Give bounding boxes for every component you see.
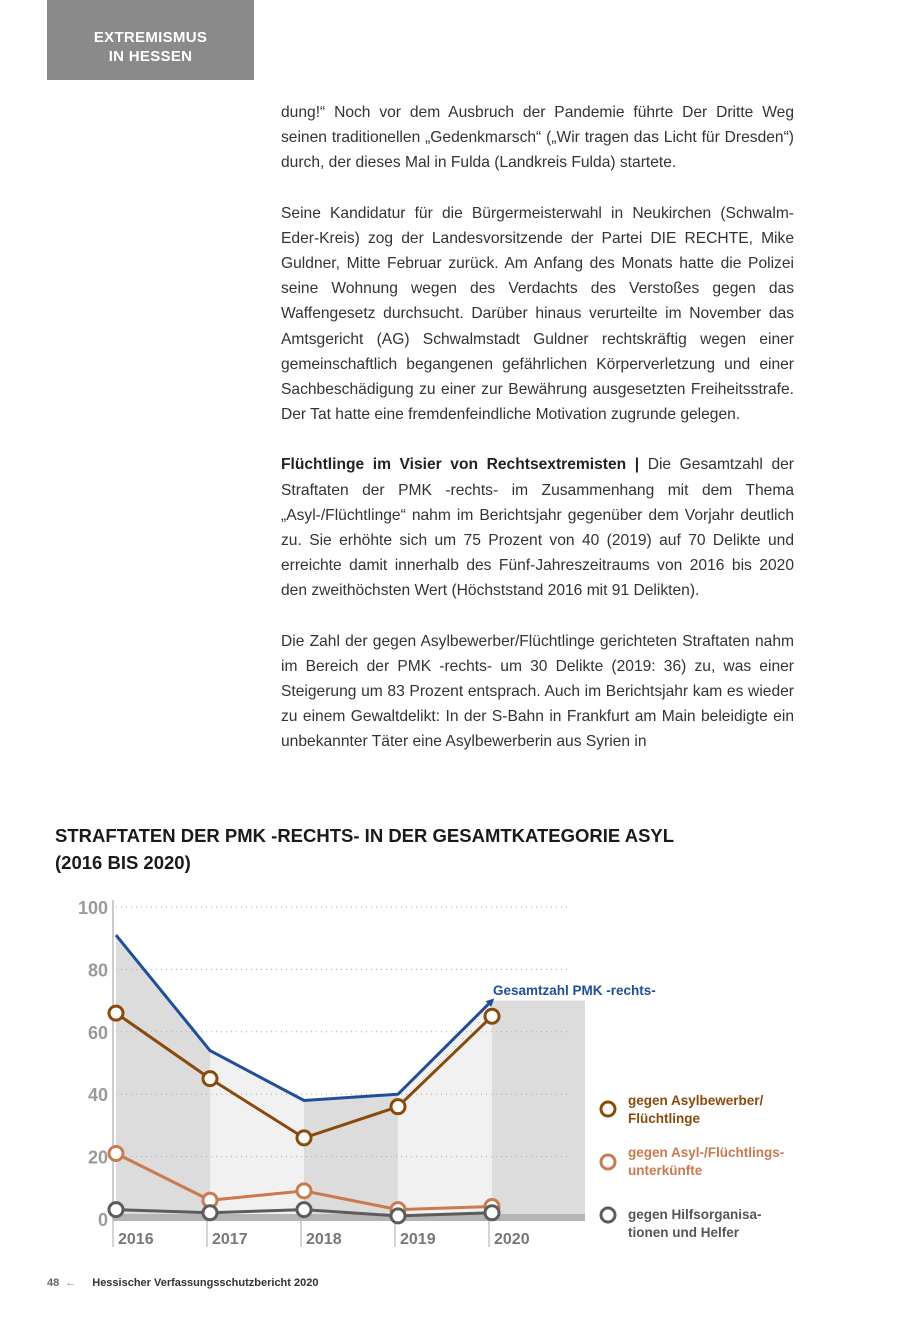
legend-item-hilfsorganisationen [601, 1207, 762, 1240]
x-tick-label: 2017 [212, 1231, 248, 1248]
paragraph-3 [281, 452, 794, 603]
section-tab [47, 0, 254, 80]
legend-label-unterkuenfte-1: gegen Asyl-/Flüchtlings- [628, 1145, 785, 1160]
paragraph-4: Die Zahl der gegen Asylbewerber/Flüchtlinge gerichteten Straftaten nahm im Bereich der PMK -rechts- um 30 Delikte (2019: 36) zu, was einer Steigerung um 83 Prozent entsprach. Auch im Berichtsjahr kam es wieder zu einem Gewaltdelikt: In der S-Bahn in Frankfurt am Main beleidigte ein unbekannter Täter eine Asylbewerberin aus Syrien in [281, 632, 794, 751]
band-2020 [492, 1001, 585, 1219]
y-tick-label: 80 [87, 960, 108, 981]
y-tick-label: 0 [97, 1210, 108, 1230]
legend-item-unterkuenfte [601, 1145, 784, 1178]
data-point [297, 1131, 311, 1145]
y-tick-label: 40 [87, 1085, 108, 1106]
data-point [203, 1072, 217, 1086]
data-point [297, 1184, 311, 1198]
page-number: 48 [47, 1277, 60, 1289]
chart-title [55, 822, 755, 876]
paragraph-2: Seine Kandidatur für die Bürgermeisterwahl in Neukirchen (Schwalm-Eder-Kreis) zog der Landesvorsitzende der Partei DIE RECHTE, Mike Guldner, Mitte Februar zurück. Am Anfang des Monats hatte die Polizei seine Wohnung wegen des Verdachts des Verstoßes gegen das Waffengesetz durchsucht. Darüber hinaus verurteilte im November das Amtsgericht (AG) Schwalmstadt Guldner rechtskräftig wegen einer gemeinschaftlich begangenen gefährlichen Körperverletzung und einer Sachbeschädigung zu einer zur Bewährung ausgesetzten Freiheitsstrafe. Der Tat hatte eine fremdenfeindliche Motivation zugrunde gelegen. [281, 204, 794, 424]
legend-marker-asylbewerber [601, 1102, 615, 1116]
legend-item-asylbewerber [601, 1093, 764, 1126]
x-tick-label: 2020 [494, 1231, 530, 1248]
chart-title-line2: (2016 BIS 2020) [55, 852, 191, 873]
data-point [391, 1209, 405, 1223]
legend-label-hilfsorganisationen-2: tionen und Helfer [628, 1225, 739, 1240]
line-chart [0, 880, 900, 1260]
page-footer [47, 1277, 318, 1289]
section-tab-line1: EXTREMISMUS [93, 29, 208, 46]
paragraph-3-text: Die Gesamtzahl der Straftaten der PMK -rechts- im Zusammenhang mit dem Thema „Asyl-/Flüchtlinge“ nahm im Berichtsjahr gegenüber dem Vorjahr deutlich zu. Sie erhöhte sich um 75 Prozent von 40 (2019) auf 70 Delikte und erreichte damit innerhalb des Fünf-Jahreszeitraums von 2016 bis 2020 den zweithöchsten Wert (Höchststand 2016 mit 91 Delikten). [281, 456, 794, 600]
data-point [109, 1006, 123, 1020]
legend-marker-hilfsorganisationen [601, 1208, 615, 1222]
paragraph-1: dung!“ Noch vor dem Ausbruch der Pandemie führte Der Dritte Weg seinen traditionellen „Gedenkmarsch“ („Wir tragen das Licht für Dresden“) durch, der dieses Mal in Fulda (Landkreis Fulda) startete. [281, 104, 794, 172]
back-arrow-icon[interactable]: ← [65, 1277, 77, 1289]
legend-label-asylbewerber-1: gegen Asylbewerber/ [628, 1093, 764, 1108]
x-axis-baseline [113, 1214, 585, 1221]
x-tick-label: 2018 [306, 1231, 342, 1248]
y-tick-label: 100 [77, 898, 108, 918]
x-tick-label: 2019 [400, 1231, 436, 1248]
x-tick-label: 2016 [118, 1231, 154, 1248]
data-point [109, 1203, 123, 1217]
data-point [485, 1206, 499, 1220]
chart-background [116, 935, 585, 1219]
paragraph-3-heading: Flüchtlinge im Visier von Rechtsextremisten | [281, 456, 640, 474]
chart-title-line1: STRAFTATEN DER PMK -RECHTS- IN DER GESAMTKATEGORIE ASYL [55, 825, 675, 846]
publication-title: Hessischer Verfassungsschutzbericht 2020 [92, 1277, 319, 1289]
data-point [391, 1100, 405, 1114]
chart-legend [601, 1093, 784, 1240]
y-tick-label: 20 [87, 1147, 108, 1168]
data-point [297, 1203, 311, 1217]
body-text [281, 100, 794, 780]
legend-marker-unterkuenfte [601, 1155, 615, 1169]
band-2019 [398, 1001, 492, 1219]
data-point [485, 1009, 499, 1023]
legend-label-unterkuenfte-2: unterkünfte [628, 1163, 703, 1178]
data-point [109, 1146, 123, 1160]
series-label-total: Gesamtzahl PMK -rechts- [493, 983, 656, 998]
y-tick-label: 60 [87, 1022, 108, 1043]
legend-label-asylbewerber-2: Flüchtlinge [628, 1111, 700, 1126]
legend-label-hilfsorganisationen-1: gegen Hilfsorganisa- [628, 1207, 762, 1222]
section-tab-line2: IN HESSEN [108, 48, 193, 65]
chart-labels [493, 983, 656, 998]
data-point [203, 1206, 217, 1220]
